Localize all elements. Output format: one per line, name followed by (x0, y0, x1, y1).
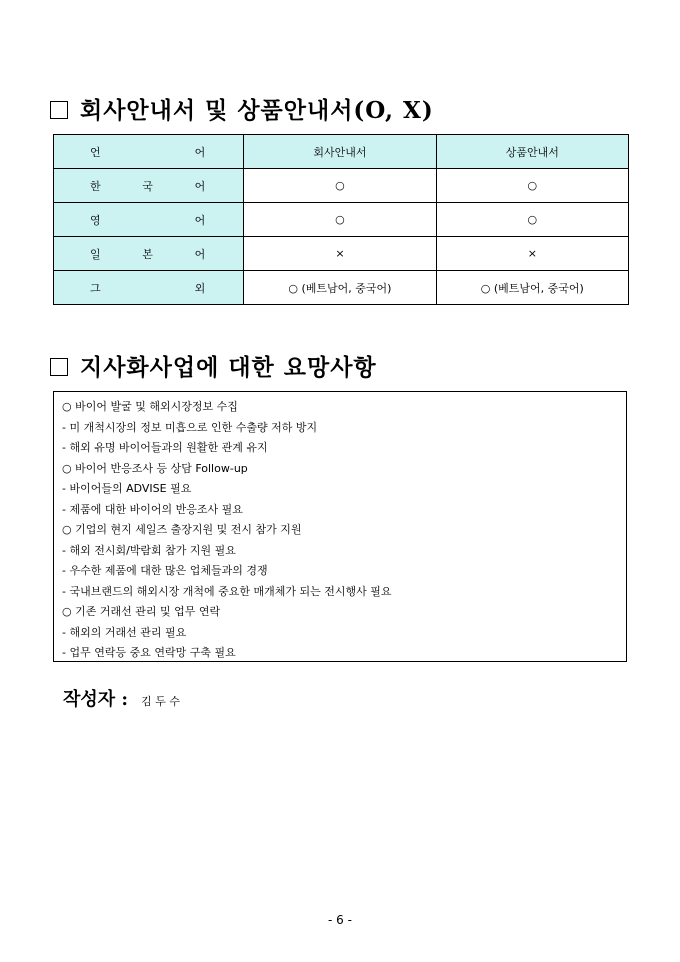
language-cell (54, 237, 244, 271)
request-line: ○ 기존 거래선 관리 및 업무 연락 (62, 605, 221, 618)
product-brochure-cell: × (436, 237, 628, 271)
request-line: - 해외 전시회/박람회 참가 지원 필요 (62, 543, 236, 557)
language-cell (54, 203, 244, 237)
section-title-requests (50, 349, 377, 382)
checkbox-square-icon (50, 358, 68, 376)
header-language (54, 135, 244, 169)
request-line: - 해외 유명 바이어들과의 원활한 관계 유지 (62, 441, 268, 454)
table-row (54, 169, 629, 203)
header-language-char: 언 (90, 145, 101, 159)
language-char: 어 (194, 179, 206, 193)
request-line: - 제품에 대한 바이어의 반응조사 필요 (62, 502, 243, 516)
company-brochure-cell: ○ (244, 203, 436, 237)
header-company-brochure: 회사안내서 (244, 135, 436, 169)
brochure-language-table (53, 134, 629, 305)
company-brochure-cell: ○ (244, 169, 436, 203)
product-brochure-cell: ○ (436, 169, 628, 203)
product-brochure-cell: ○ (베트남어, 중국어) (436, 271, 628, 305)
language-char: 어 (194, 247, 206, 261)
company-brochure-cell: × (244, 237, 436, 271)
author (63, 685, 180, 711)
section-title-text: 회사안내서 및 상품안내서(O, X) (80, 97, 434, 124)
language-char: 국 (142, 179, 153, 193)
language-char: 외 (194, 281, 206, 295)
header-product-brochure: 상품안내서 (436, 135, 628, 169)
request-line: - 우수한 제품에 대한 많은 업체들과의 경쟁 (62, 564, 268, 577)
request-line: - 미 개척시장의 정보 미흡으로 인한 수출량 저하 방지 (62, 420, 318, 434)
section-title-text: 지사화사업에 대한 요망사항 (80, 354, 377, 381)
request-line: - 바이어들의 ADVISE 필요 (62, 482, 192, 495)
request-line: - 국내브랜드의 해외시장 개척에 중요한 매개체가 되는 전시행사 필요 (62, 584, 392, 598)
author-label: 작성자 : (63, 689, 129, 710)
language-char: 그 (90, 281, 101, 295)
section-title-brochures (50, 92, 434, 125)
language-cell (54, 169, 244, 203)
checkbox-square-icon (50, 101, 68, 119)
company-brochure-cell: ○ (베트남어, 중국어) (244, 271, 436, 305)
product-brochure-cell: ○ (436, 203, 628, 237)
header-language-char: 어 (194, 145, 206, 159)
request-line: - 해외의 거래선 관리 필요 (62, 625, 187, 639)
table-row (54, 203, 629, 237)
request-line: ○ 바이어 발굴 및 해외시장정보 수집 (62, 400, 238, 413)
requests-box (53, 391, 627, 662)
language-char: 한 (90, 179, 101, 193)
table-row (54, 271, 629, 305)
request-line: ○ 바이어 반응조사 등 상담 Follow-up (62, 461, 248, 475)
request-line: ○ 기업의 현지 세일즈 출장지원 및 전시 참가 지원 (62, 523, 302, 536)
request-line: - 업무 연락등 중요 연락망 구축 필요 (62, 646, 236, 659)
table-row (54, 237, 629, 271)
table-header-row (54, 135, 629, 169)
language-char: 영 (90, 213, 101, 227)
language-cell (54, 271, 244, 305)
author-name: 김 두 수 (141, 695, 181, 708)
language-char: 일 (90, 247, 101, 261)
page-number: - 6 - (328, 913, 352, 927)
language-char: 본 (142, 247, 153, 261)
language-char: 어 (194, 213, 206, 227)
